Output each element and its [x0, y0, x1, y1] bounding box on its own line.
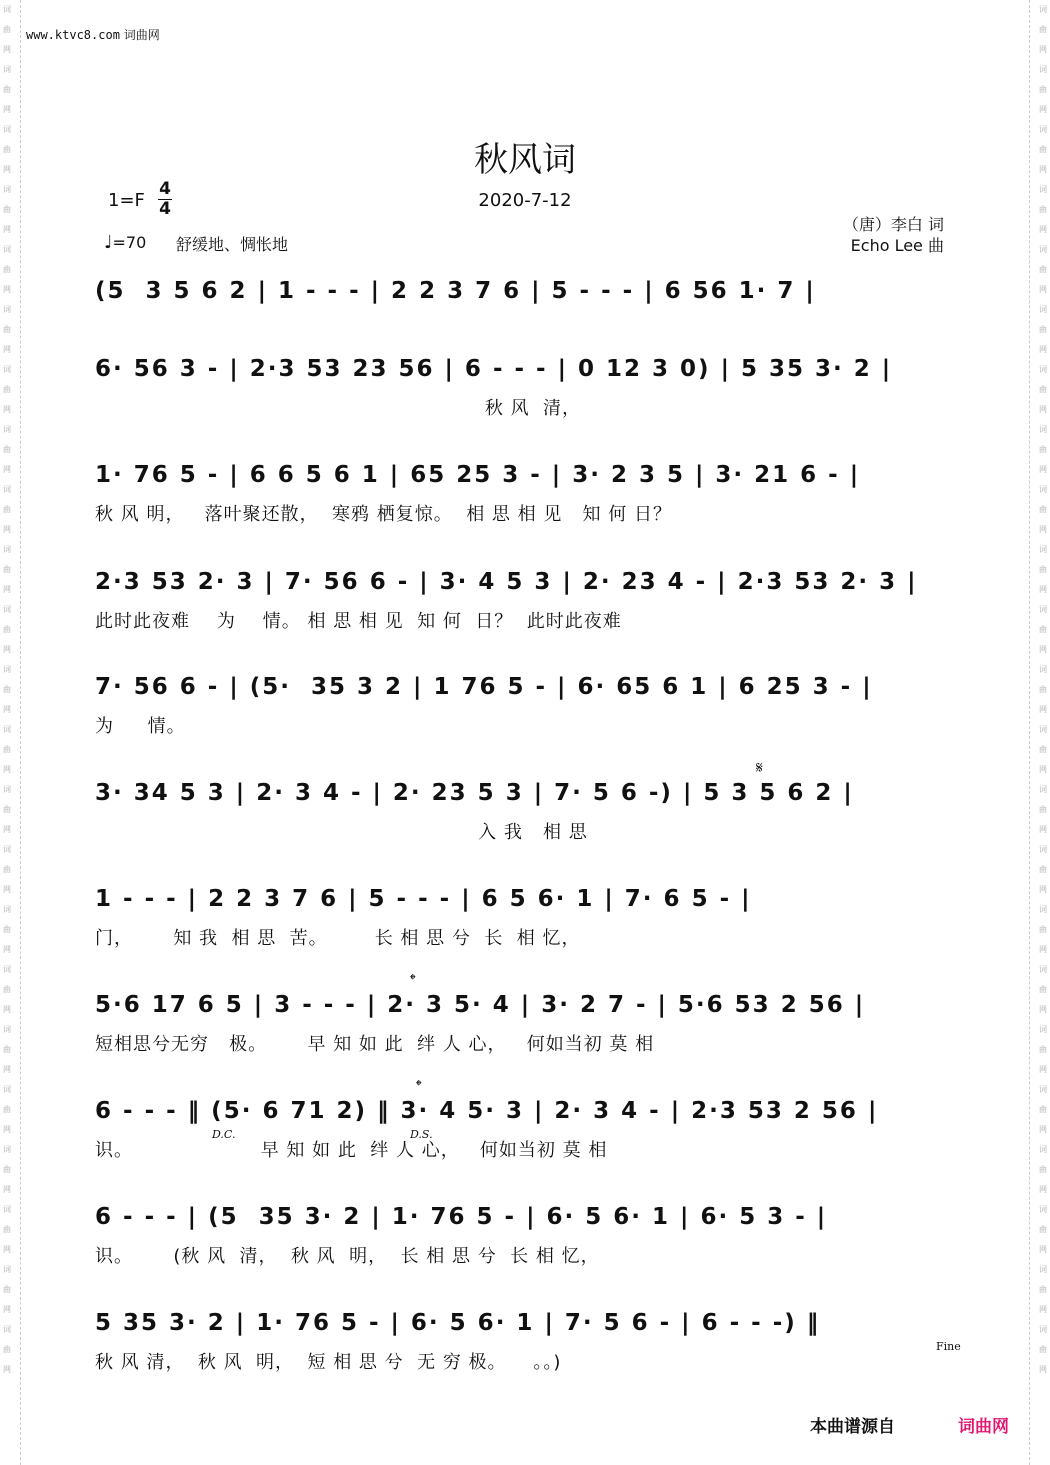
lyrics-row: 秋 风 清， — [95, 398, 582, 419]
lyricist-credit: （唐）李白 词 — [842, 215, 944, 234]
dc-marking: D.C. — [212, 1128, 236, 1141]
tempo-marking — [104, 232, 146, 253]
ds-marking: D.S. — [410, 1128, 433, 1141]
lyrics-row: 此时此夜难 为 情。 相 思 相 见 知 何 日？ 此时此夜难 — [95, 611, 622, 632]
time-signature — [158, 180, 172, 219]
fine-marking: Fine — [936, 1340, 961, 1353]
lyrics-row: 秋 风 明， 落叶聚还散， 寒鸦 栖复惊。 相 思 相 见 知 何 日？ — [95, 504, 672, 525]
time-signature-bottom: 4 — [159, 199, 171, 219]
right-cut-line — [1029, 0, 1030, 1465]
lyrics-row: 为 情。 — [95, 716, 186, 737]
notation-row: (5 3 5 6 2 | 1 - - - | 2 2 3 7 6 | 5 - - - | 6 56 1· 7 | — [95, 278, 816, 304]
lyrics-row: 入 我 相 思 — [95, 822, 588, 843]
site-name: 词曲网 — [123, 28, 160, 42]
coda-sign-icon: 𝄌 — [416, 1076, 422, 1095]
notation-row: 3· 34 5 3 | 2· 3 4 - | 2· 23 5 3 | 7· 5 6 -) | 5 3 5 6 2 | — [95, 780, 854, 806]
score-line-1 — [95, 278, 955, 328]
notation-row: 2·3 53 2· 3 | 7· 56 6 - | 3· 4 5 3 | 2· 23 4 - | 2·3 53 2· 3 | — [95, 569, 918, 595]
composer-credit: Echo Lee 曲 — [850, 236, 944, 255]
notation-row: 6· 56 3 - | 2·3 53 23 56 | 6 - - - | 0 12 3 0) | 5 35 3· 2 | — [95, 356, 893, 382]
lyrics-row: 短相思兮无穷 极。 早 知 如 此 绊 人 心， 何如当初 莫 相 — [95, 1034, 655, 1055]
score-line-3 — [95, 462, 955, 525]
left-watermark-strip: 词曲网词曲网词曲网词曲网词曲网词曲网词曲网词曲网词曲网词曲网词曲网词曲网词曲网词曲网词曲网词曲网词曲网词曲网词曲网词曲网词曲网词曲网词曲网 — [3, 5, 11, 1374]
footer-source-label: 本曲谱源自 — [810, 1417, 895, 1437]
lyrics-row: 识。 (秋 风 清， 秋 风 明， 长 相 思 兮 长 相 忆， — [95, 1246, 600, 1267]
lyrics-row: 门， 知 我 相 思 苦。 长 相 思 兮 长 相 忆， — [95, 928, 581, 949]
score-line-2 — [95, 356, 955, 419]
score-line-7 — [95, 886, 955, 949]
song-title: 秋风词 — [474, 140, 576, 180]
site-url[interactable]: www.ktvc8.com — [26, 28, 120, 42]
notation-row: 5·6 17 6 5 | 3 - - - | 2· 3 5· 4 | 3· 2 7 - | 5·6 53 2 56 | — [95, 992, 866, 1018]
notation-row: 5 35 3· 2 | 1· 76 5 - | 6· 5 6· 1 | 7· 5 6 - | 6 - - -) ‖ — [95, 1310, 821, 1336]
right-watermark-strip: 词曲网词曲网词曲网词曲网词曲网词曲网词曲网词曲网词曲网词曲网词曲网词曲网词曲网词曲网词曲网词曲网词曲网词曲网词曲网词曲网词曲网词曲网词曲网 — [1039, 5, 1047, 1374]
quarter-note-icon: ♩ — [104, 232, 113, 253]
notation-row: 1· 76 5 - | 6 6 5 6 1 | 65 25 3 - | 3· 2 3 5 | 3· 21 6 - | — [95, 462, 861, 488]
score-line-8 — [95, 992, 955, 1055]
key-signature: 1=F — [108, 190, 145, 211]
style-marking: 舒缓地、惆怅地 — [176, 235, 289, 254]
lyrics-row: 秋 风 清， 秋 风 明， 短 相 思 兮 无 穷 极。 。。) — [95, 1352, 562, 1373]
tempo-value: =70 — [112, 233, 147, 252]
coda-sign-icon: 𝄌 — [410, 970, 416, 989]
time-signature-top: 4 — [159, 179, 171, 199]
notation-row: 6 - - - ‖ (5· 6 71 2) ‖ 3· 4 5· 3 | 2· 3 4 - | 2·3 53 2 56 | — [95, 1098, 879, 1124]
notation-row: 7· 56 6 - | (5· 35 3 2 | 1 76 5 - | 6· 65 6 1 | 6 25 3 - | — [95, 674, 873, 700]
left-cut-line — [20, 0, 21, 1465]
score-line-10 — [95, 1204, 955, 1267]
song-date: 2020-7-12 — [478, 190, 572, 211]
lyrics-row: 识。 早 知 如 此 绊 人 心， 何如当初 莫 相 — [95, 1140, 608, 1161]
score-line-5 — [95, 674, 955, 737]
score-line-4 — [95, 569, 955, 632]
segno-sign-icon: 𝄋 — [756, 758, 763, 777]
footer-site-link[interactable]: 词曲网 — [958, 1417, 1009, 1437]
score-line-11 — [95, 1310, 955, 1373]
notation-row: 6 - - - | (5 35 3· 2 | 1· 76 5 - | 6· 5 6· 1 | 6· 5 3 - | — [95, 1204, 828, 1230]
site-header — [26, 26, 160, 43]
score-line-6 — [95, 780, 955, 843]
notation-row: 1 - - - | 2 2 3 7 6 | 5 - - - | 6 5 6· 1 | 7· 6 5 - | — [95, 886, 752, 912]
